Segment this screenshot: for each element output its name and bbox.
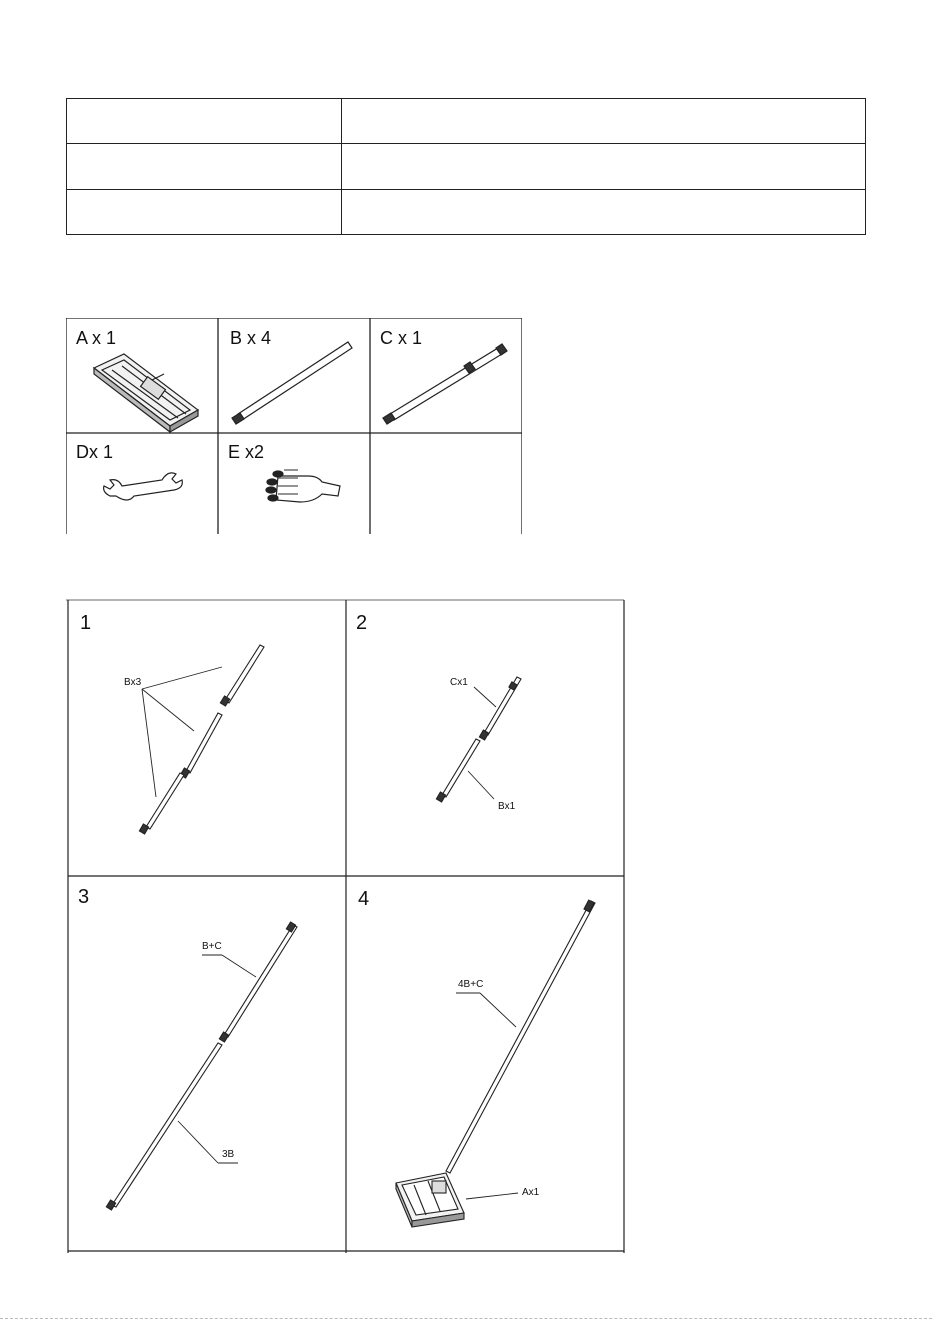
handle-pole-icon: [383, 344, 507, 424]
step-4: [358, 888, 595, 1227]
step-3-number: 3: [78, 886, 90, 908]
pole-segments-drawing: [139, 645, 264, 834]
pole-segment-icon: [232, 342, 352, 424]
wrench-icon: [104, 473, 183, 500]
step-3-callout-bc: B+C: [202, 941, 222, 952]
table-cell: [67, 144, 342, 189]
table-cell: [342, 189, 866, 234]
page-bottom-rule: [0, 1318, 932, 1319]
part-a-label: A x 1: [76, 328, 117, 348]
step-2: [356, 612, 521, 812]
table-row: [67, 99, 866, 144]
step-1-number: 1: [80, 612, 92, 634]
assembly-steps: [66, 597, 626, 1253]
part-b-label: B x 4: [230, 328, 272, 348]
part-c-label: C x 1: [380, 328, 423, 348]
step-4-callout-4bc: 4B+C: [458, 979, 484, 990]
step-1: [80, 612, 264, 834]
table-row: [67, 189, 866, 234]
spec-table: [66, 98, 866, 235]
step-4-number: 4: [358, 888, 370, 910]
part-e-label: E x2: [228, 442, 265, 462]
step-3: [78, 886, 297, 1210]
table-cell: [67, 189, 342, 234]
step-2-callout-bx1: Bx1: [498, 801, 516, 812]
pole-c-and-b-drawing: [436, 677, 521, 802]
assembly-steps-drawing: [66, 597, 626, 1253]
mop-head-icon: [94, 354, 198, 432]
parts-grid-drawing: [66, 318, 522, 534]
step-4-callout-ax1: Ax1: [522, 1187, 540, 1198]
table-cell: [342, 99, 866, 144]
step-1-callout-bx3: Bx3: [124, 677, 142, 688]
glove-icon: [266, 470, 340, 502]
table-cell: [67, 99, 342, 144]
assembled-pole-drawing: [106, 922, 297, 1210]
assembled-mop-drawing: [396, 900, 595, 1227]
step-3-callout-3b: 3B: [222, 1149, 235, 1160]
part-d-label: Dx 1: [76, 442, 114, 462]
table-cell: [342, 144, 866, 189]
parts-grid: [66, 318, 522, 534]
step-2-callout-cx1: Cx1: [450, 677, 468, 688]
table-row: [67, 144, 866, 189]
step-2-number: 2: [356, 612, 368, 634]
